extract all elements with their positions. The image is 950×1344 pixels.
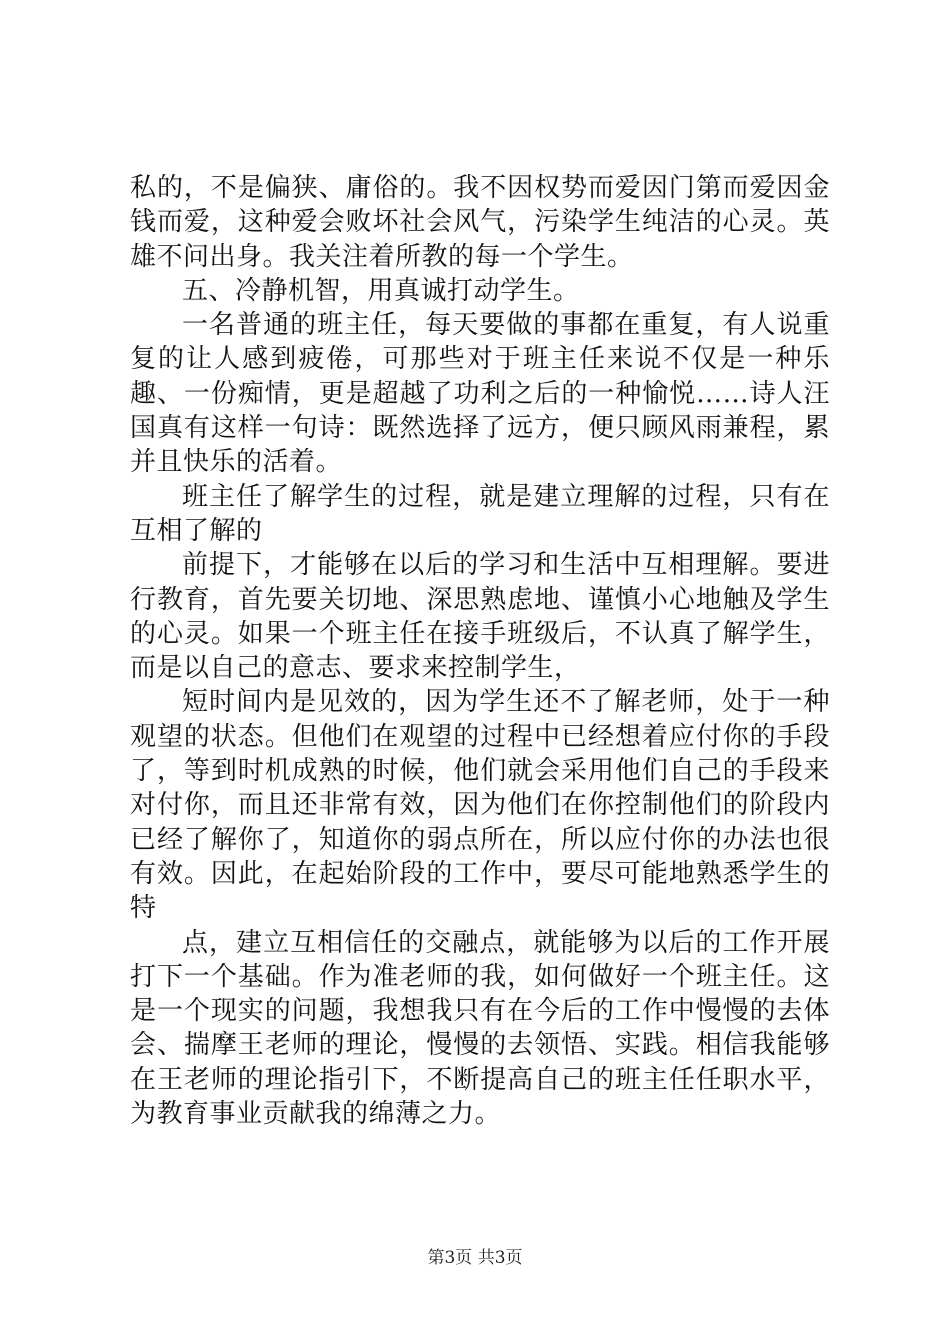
page-number-label: 第3页 共3页 xyxy=(427,1248,523,1268)
page-footer xyxy=(0,1247,950,1269)
paragraph: 私的，不是偏狭、庸俗的。我不因权势而爱因门第而爱因金钱而爱，这种爱会败坏社会风气，污染学生纯洁的心灵。英雄不问出身。我关注着所教的每一个学生。 xyxy=(130,173,830,272)
paragraph: 前提下，才能够在以后的学习和生活中互相理解。要进行教育，首先要关切地、深思熟虑地、谨慎小心地触及学生的心灵。如果一个班主任在接手班级后，不认真了解学生，而是以自己的意志、要求来控制学生， xyxy=(130,550,830,684)
body-text xyxy=(130,171,830,1131)
paragraph: 短时间内是见效的，因为学生还不了解老师，处于一种观望的状态。但他们在观望的过程中已经想着应付你的手段了，等到时机成熟的时候，他们就会采用他们自己的手段来对付你，而且还非常有效，因为他们在你控制他们的阶段内已经了解你了，知道你的弱点所在，所以应付你的办法也很有效。因此，在起始阶段的工作中，要尽可能地熟悉学生的特 xyxy=(130,687,830,924)
paragraph: 点，建立互相信任的交融点，就能够为以后的工作开展打下一个基础。作为准老师的我，如何做好一个班主任。这是一个现实的问题，我想我只有在今后的工作中慢慢的去体会、揣摩王老师的理论，慢慢的去领悟、实践。相信我能够在王老师的理论指引下，不断提高自己的班主任任职水平，为教育事业贡献我的绵薄之力。 xyxy=(130,927,830,1130)
paragraph: 一名普通的班主任，每天要做的事都在重复，有人说重复的让人感到疲倦，可那些对于班主任来说不仅是一种乐趣、一份痴情，更是超越了功利之后的一种愉悦……诗人汪国真有这样一句诗：既然选择了远方，便只顾风雨兼程，累并且快乐的活着。 xyxy=(130,310,830,478)
paragraph: 五、冷静机智，用真诚打动学生。 xyxy=(182,275,580,306)
paragraph: 班主任了解学生的过程，就是建立理解的过程，只有在互相了解的 xyxy=(130,481,830,546)
